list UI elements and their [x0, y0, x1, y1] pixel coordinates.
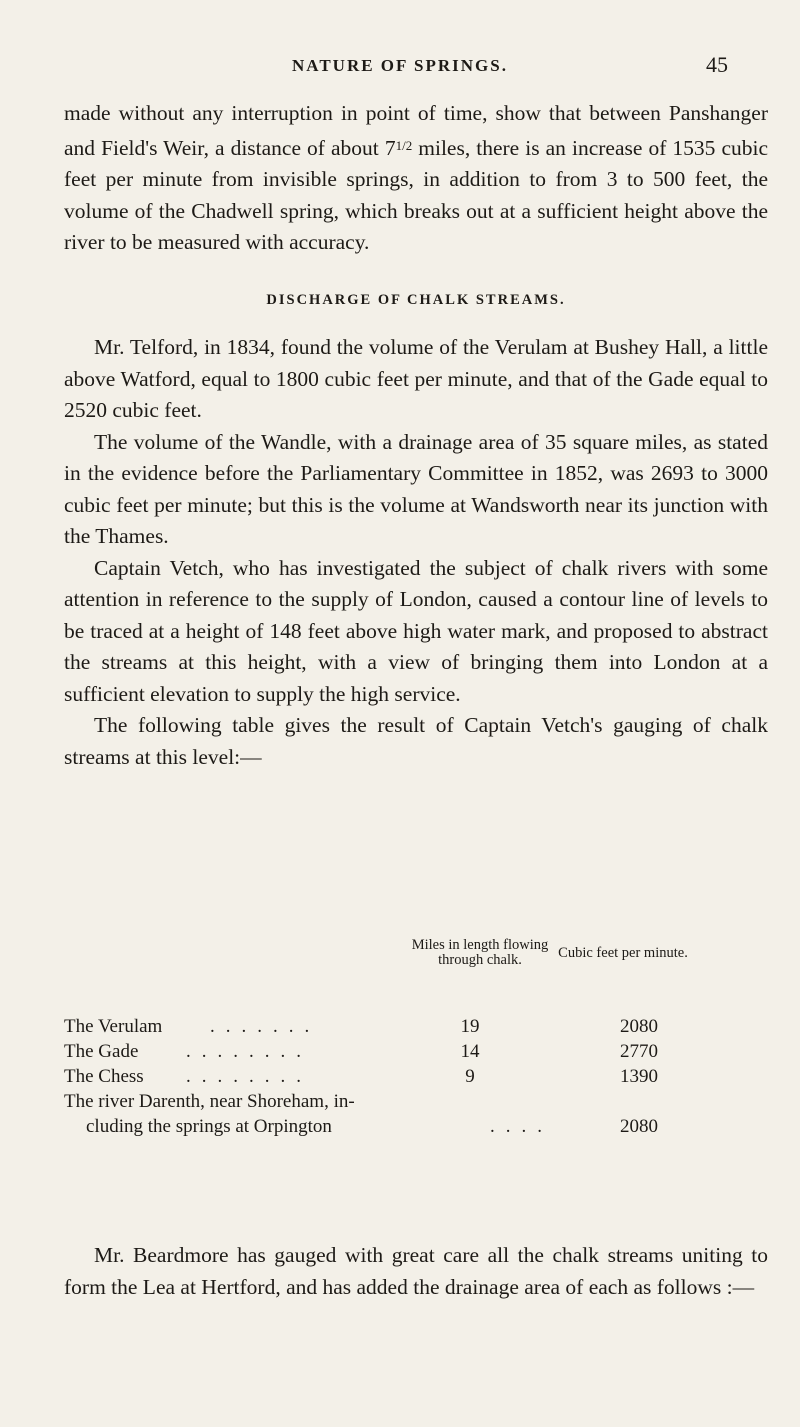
fraction-half: 1/2: [395, 137, 413, 153]
leader-dots: .......: [210, 1016, 321, 1037]
row-miles: 14: [460, 1041, 480, 1062]
row-miles: 9: [465, 1066, 475, 1087]
row-miles: 19: [460, 1016, 480, 1037]
paragraph-6: Mr. Beardmore has gauged with great care all the chalk streams uniting to form the Lea at Hertford, and has added the drainage area of each as follows :—: [64, 1243, 768, 1299]
column-header-cubic-feet: Cubic feet per minute.: [558, 945, 688, 961]
paragraph-1: [64, 98, 768, 259]
row-name: The Verulam: [64, 1016, 163, 1037]
body-text: [64, 98, 768, 773]
row-name-line-2: cluding the springs at Orpington: [86, 1116, 332, 1137]
chalk-streams-table: [64, 930, 768, 1141]
row-name-line-1: The river Darenth, near Shoreham, in-: [64, 1091, 355, 1112]
paragraph-2: Mr. Telford, in 1834, found the volume of the Verulam at Bushey Hall, a little above Watford, equal to 1800 cubic feet per minute, and that of the Gade equal to 2520 cubic feet.: [64, 335, 768, 422]
table-row: [64, 1091, 768, 1141]
page-number: 45: [706, 52, 728, 77]
row-cubic-feet: 1390: [620, 1066, 658, 1087]
row-name: The Gade: [64, 1041, 139, 1062]
row-name: The Chess: [64, 1066, 144, 1087]
closing-text: [64, 1240, 768, 1303]
leader-dots: ....: [490, 1116, 553, 1137]
running-title: NATURE OF SPRINGS.: [292, 56, 508, 75]
table-row: [64, 1066, 768, 1091]
table-row: [64, 1041, 768, 1066]
paragraph-3: The volume of the Wandle, with a drainage area of 35 square miles, as stated in the evidence before the Parliamentary Committee in 1852, was 2693 to 3000 cubic feet per minute; but this is the volume at Wandsworth near its junction with the Thames.: [64, 429, 768, 548]
row-cubic-feet: 2770: [620, 1041, 658, 1062]
paragraph-1-part-b: miles, there is an increase of 1535 cubic feet per minute from invisible springs, in addition to from 3 to 500 feet, the volume of the Chadwell spring, which breaks out at a sufficient height above the river to be measured with accuracy.: [64, 135, 768, 254]
paragraph-4: Captain Vetch, who has investigated the subject of chalk rivers with some attention in reference to the supply of London, caused a contour line of levels to be traced at a height of 148 feet above high water mark, and proposed to abstract the streams at this height, with a view of bringing them into London at a sufficient elevation to supply the high service.: [64, 555, 768, 706]
paragraph-5: The following table gives the result of Captain Vetch's gauging of chalk streams at this level:—: [64, 713, 768, 769]
leader-dots: ........: [186, 1066, 312, 1087]
table-row: [64, 1016, 768, 1041]
table-header: [64, 930, 768, 1016]
column-header-miles: Miles in length flowing through chalk.: [411, 937, 549, 968]
row-cubic-feet: 2080: [620, 1016, 658, 1037]
leader-dots: ........: [186, 1041, 312, 1062]
section-heading: DISCHARGE OF CHALK STREAMS.: [266, 291, 566, 308]
paragraph-1-part-a: made without any interruption in point of time, show that between Panshanger and Field's Weir, a distance of about 7: [64, 101, 768, 160]
row-cubic-feet: 2080: [620, 1116, 658, 1137]
